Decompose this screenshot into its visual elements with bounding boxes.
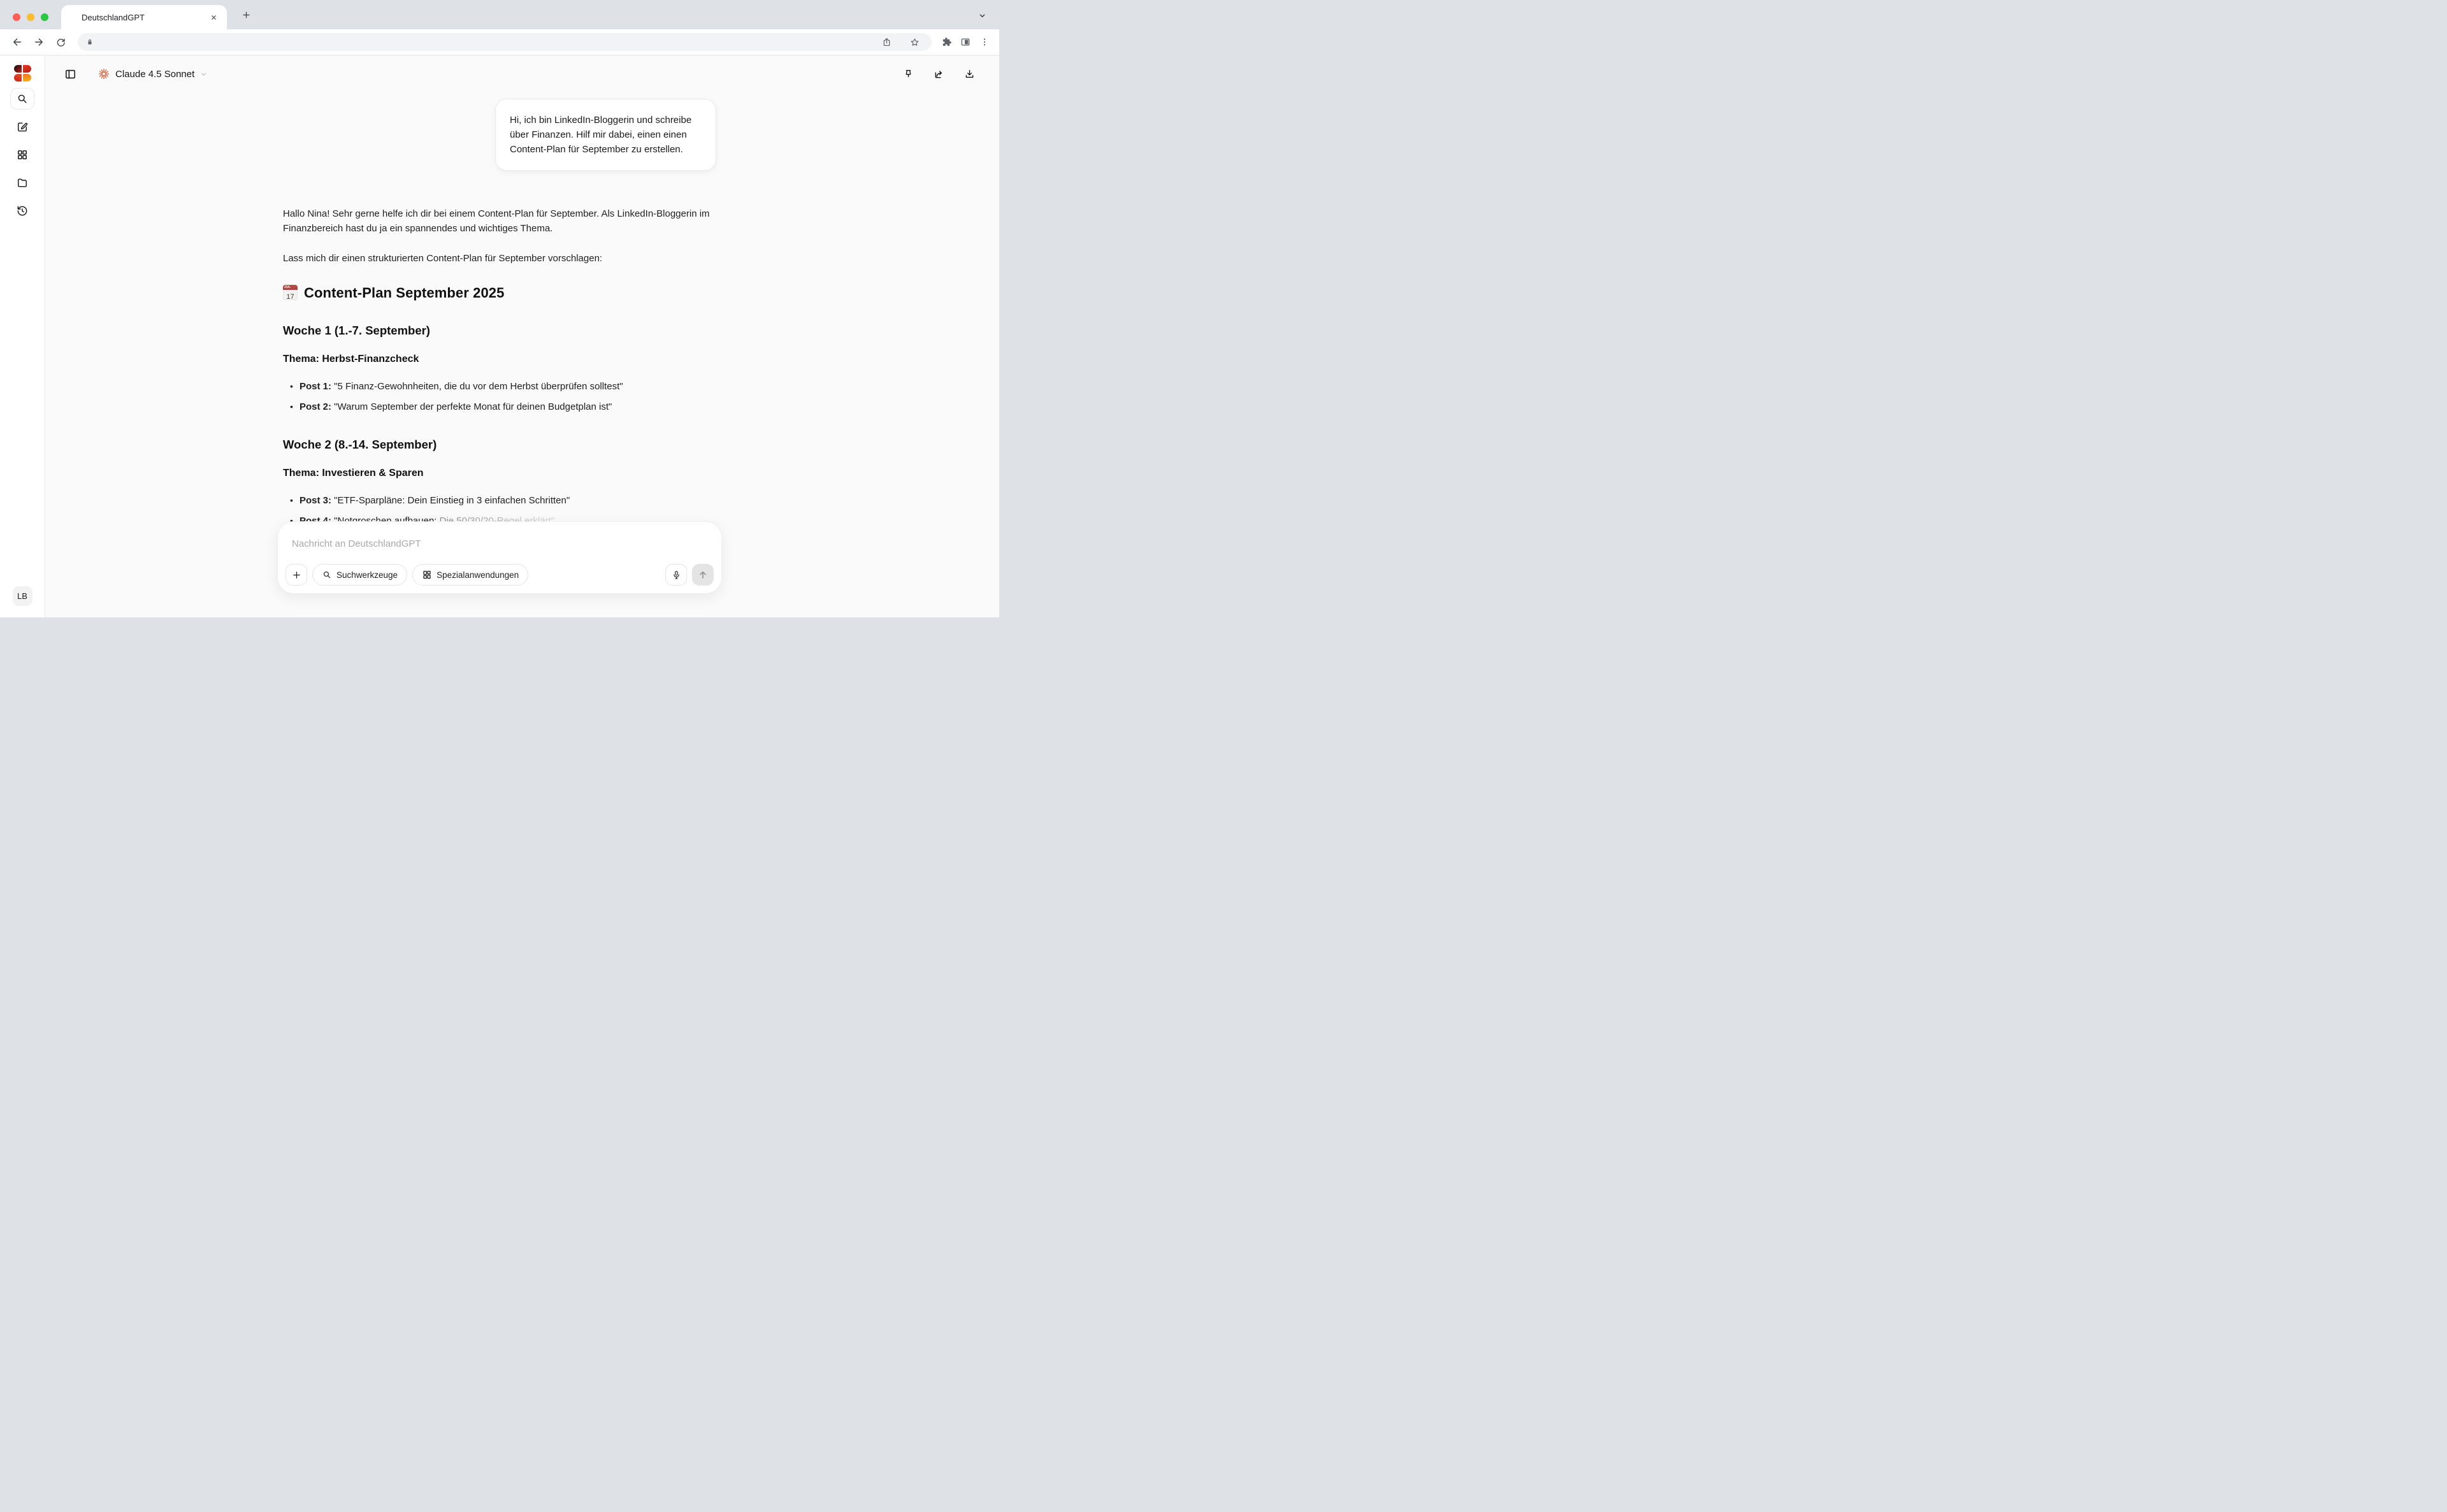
chevron-down-icon (978, 11, 987, 20)
close-icon (210, 14, 217, 21)
logo-petal (14, 74, 22, 82)
search-tools-label: Suchwerkzeuge (336, 570, 398, 580)
history-icon (16, 205, 29, 217)
tab-search-button[interactable] (974, 7, 990, 24)
post-list (283, 379, 716, 414)
arrow-left-icon (11, 36, 23, 48)
sidebar (0, 55, 45, 617)
share-page-button[interactable] (878, 34, 895, 50)
calendar-emoji-icon (283, 285, 298, 300)
tab-close-button[interactable] (208, 11, 219, 23)
grid-icon (16, 148, 29, 161)
star-icon (909, 37, 920, 48)
voice-input-button[interactable] (665, 564, 687, 586)
week-theme: Thema: Investieren & Sparen (283, 468, 424, 479)
main-pane (45, 55, 999, 617)
tab-title: DeutschlandGPT (82, 12, 145, 22)
panel-left-icon (64, 68, 77, 80)
tab-strip (0, 0, 999, 29)
forward-button[interactable] (29, 32, 48, 52)
browser-menu-button[interactable] (976, 34, 993, 50)
assistant-paragraph: Hallo Nina! Sehr gerne helfe ich dir bei einem Content-Plan für September. Als LinkedIn-Bloggerin im Finanzbereich hast du ja ein spannendes und wichtiges Thema. (283, 208, 710, 234)
download-icon (964, 68, 976, 80)
close-window-button[interactable] (13, 13, 20, 21)
model-selector[interactable] (97, 68, 208, 80)
share-chat-button[interactable] (928, 63, 949, 85)
download-chat-button[interactable] (958, 63, 980, 85)
model-name: Claude 4.5 Sonnet (115, 68, 195, 80)
search-tools-button[interactable] (312, 564, 407, 586)
logo-petal (23, 65, 31, 73)
post-text: "ETF-Sparpläne: Dein Einstieg in 3 einfachen Schritten" (331, 495, 570, 506)
reload-button[interactable] (51, 32, 70, 52)
pin-chat-button[interactable] (897, 63, 919, 85)
address-bar[interactable] (78, 33, 932, 51)
browser-tab[interactable] (61, 5, 227, 29)
browser-toolbar (0, 29, 999, 55)
logo-petal (14, 65, 22, 73)
pin-icon (902, 68, 914, 80)
assistant-paragraph: Lass mich dir einen strukturierten Content-Plan für September vorschlagen: (283, 253, 603, 264)
microphone-icon (671, 570, 682, 580)
week-theme: Thema: Herbst-Finanzcheck (283, 354, 419, 364)
composer (277, 521, 722, 594)
post-item (300, 400, 716, 414)
kebab-menu-icon (979, 37, 990, 47)
sidebar-history-button[interactable] (10, 200, 34, 222)
sidebar-new-chat-button[interactable] (10, 116, 34, 138)
toggle-sidebar-button[interactable] (59, 63, 81, 85)
post-label: Post 3: (300, 495, 332, 506)
chat-area (45, 92, 999, 617)
message-input[interactable] (292, 538, 707, 549)
app-logo[interactable] (14, 65, 31, 82)
back-button[interactable] (8, 32, 27, 52)
browser-window (0, 0, 999, 617)
attach-button[interactable] (285, 564, 307, 586)
post-text: "Warum September der perfekte Monat für deinen Budgetplan ist" (331, 401, 612, 412)
post-label: Post 1: (300, 381, 332, 392)
claude-starburst-icon (97, 68, 110, 80)
arrow-right-icon (33, 36, 45, 48)
header-actions (897, 63, 980, 85)
maximize-window-button[interactable] (41, 13, 48, 21)
app-root (0, 55, 999, 617)
chevron-down-icon (199, 70, 208, 78)
plan-title: Content-Plan September 2025 (304, 284, 505, 301)
week-heading: Woche 2 (8.-14. September) (283, 438, 437, 451)
traffic-lights (13, 13, 48, 21)
extensions-button[interactable] (938, 34, 955, 50)
folder-icon (16, 176, 29, 189)
share-icon (881, 37, 892, 48)
app-header (45, 55, 999, 92)
special-apps-label: Spezialanwendungen (437, 570, 519, 580)
sidepanel-icon (960, 36, 971, 48)
search-icon (16, 92, 29, 105)
logo-petal (23, 74, 31, 82)
assistant-message (283, 206, 716, 528)
send-button[interactable] (692, 564, 714, 586)
calendar-day: 17 (286, 293, 294, 300)
sidebar-search-button[interactable] (10, 88, 34, 110)
user-avatar[interactable] (13, 586, 32, 606)
share-icon (933, 68, 945, 80)
new-tab-button[interactable] (237, 6, 255, 24)
grid-icon (422, 570, 432, 580)
composer-toolbar (285, 564, 714, 586)
compose-icon (16, 120, 29, 133)
special-apps-button[interactable] (412, 564, 528, 586)
arrow-up-icon (697, 569, 709, 580)
sidebar-projects-button[interactable] (10, 172, 34, 194)
minimize-window-button[interactable] (27, 13, 34, 21)
post-text: "5 Finanz-Gewohnheiten, die du vor dem Herbst überprüfen solltest" (331, 381, 623, 392)
sidebar-apps-button[interactable] (10, 144, 34, 166)
plus-icon (242, 10, 251, 20)
side-panel-button[interactable] (957, 34, 974, 50)
post-item (300, 493, 716, 508)
search-icon (322, 570, 332, 580)
post-item (300, 379, 716, 394)
puzzle-icon (941, 36, 952, 48)
post-label: Post 2: (300, 401, 332, 412)
lock-icon (85, 38, 94, 47)
reload-icon (55, 37, 66, 48)
avatar-initials: LB (17, 591, 27, 601)
bookmark-button[interactable] (906, 34, 923, 50)
user-message-text: Hi, ich bin LinkedIn-Bloggerin und schreibe über Finanzen. Hilf mir dabei, einen einen Content-Plan für September zu erstellen. (510, 115, 692, 155)
plus-icon (291, 570, 302, 580)
user-message-bubble (495, 99, 716, 171)
week-heading: Woche 1 (1.-7. September) (283, 324, 430, 337)
calendar-month: JUL (283, 285, 298, 290)
